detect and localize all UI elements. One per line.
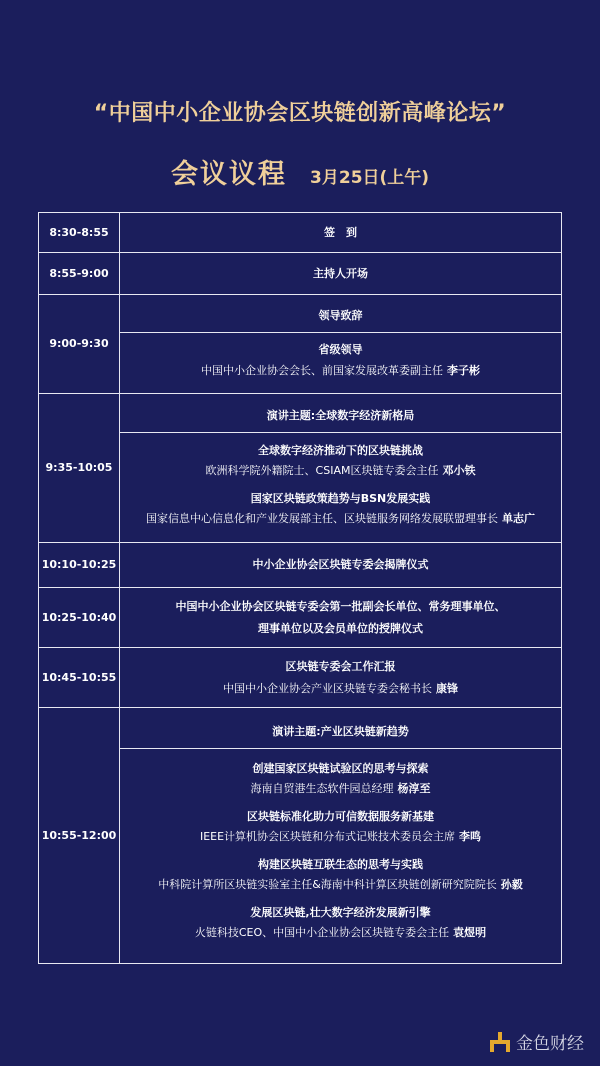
speaker-line bbox=[124, 925, 557, 941]
agenda-content bbox=[120, 253, 562, 295]
agenda-time: 10:45-10:55 bbox=[39, 648, 120, 708]
agenda-content bbox=[120, 394, 562, 543]
agenda-content bbox=[120, 708, 562, 964]
speaker-line bbox=[124, 781, 557, 797]
agenda-content bbox=[120, 648, 562, 708]
talk-title: 区块链标准化助力可信数据服务新基建 bbox=[247, 810, 434, 823]
speaker-line bbox=[124, 463, 557, 479]
speaker-line bbox=[124, 877, 557, 893]
agenda-time: 10:55-12:00 bbox=[39, 708, 120, 964]
session-title: 主持人开场 bbox=[313, 266, 368, 280]
jinse-logo bbox=[490, 1029, 584, 1054]
agenda-table bbox=[38, 212, 562, 964]
agenda-row bbox=[39, 543, 562, 588]
agenda-row bbox=[39, 295, 562, 394]
agenda-row bbox=[39, 394, 562, 543]
speaker-line bbox=[124, 829, 557, 845]
speaker-role: 火链科技CEO、中国中小企业协会区块链专委会主任 bbox=[194, 926, 450, 939]
session-title: 中小企业协会区块链专委会揭牌仪式 bbox=[252, 558, 429, 571]
agenda-content bbox=[120, 588, 562, 648]
speaker-name: 袁煜明 bbox=[453, 926, 487, 939]
logo-text: 金色财经 bbox=[516, 1034, 584, 1054]
forum-title: “中国中小企业协会区块链创新高峰论坛” bbox=[93, 101, 507, 126]
talk-title: 全球数字经济推动下的区块链挑战 bbox=[258, 443, 423, 457]
agenda-content bbox=[120, 213, 562, 253]
session-title: 签 到 bbox=[324, 225, 357, 239]
agenda-row bbox=[39, 213, 562, 253]
talk-title: 发展区块链,壮大数字经济发展新引擎 bbox=[250, 906, 431, 919]
talk bbox=[120, 439, 561, 483]
agenda-row bbox=[39, 648, 562, 708]
talk bbox=[120, 757, 561, 801]
speaker-role: 中科院计算所区块链实验室主任&海南中科计算区块链创新研究院院长 bbox=[158, 878, 497, 891]
agenda-time: 8:55-9:00 bbox=[39, 253, 120, 295]
speaker-line bbox=[125, 681, 556, 697]
speaker-role: IEEE计算机协会区块链和分布式记账技术委员会主席 bbox=[199, 830, 456, 843]
jinse-logo-icon bbox=[490, 1032, 510, 1052]
speaker-name: 杨淳至 bbox=[397, 782, 431, 795]
agenda-content bbox=[120, 543, 562, 588]
talk bbox=[120, 805, 561, 849]
agenda-row bbox=[39, 588, 562, 648]
speaker-line bbox=[124, 363, 557, 379]
session-title: 省级领导 bbox=[318, 343, 363, 356]
speaker-role: 国家信息中心信息化和产业发展部主任、区块链服务网络发展联盟理事长 bbox=[146, 511, 498, 525]
subtitle-row bbox=[0, 152, 600, 191]
agenda-date: 3月25日(上午) bbox=[310, 168, 430, 188]
agenda-time: 9:35-10:05 bbox=[39, 394, 120, 543]
agenda-time: 10:10-10:25 bbox=[39, 543, 120, 588]
talk-title: 构建区块链互联生态的思考与实践 bbox=[258, 858, 423, 871]
agenda-row bbox=[39, 253, 562, 295]
speaker-name: 李子彬 bbox=[447, 364, 480, 377]
speaker-role: 中国中小企业协会会长、前国家发展改革委副主任 bbox=[201, 364, 443, 377]
talk-title: 国家区块链政策趋势与BSN发展实践 bbox=[250, 491, 431, 505]
speaker-name: 孙毅 bbox=[500, 878, 523, 891]
session-title: 演讲主题:全球数字经济新格局 bbox=[266, 408, 415, 422]
speaker-name: 康锋 bbox=[436, 681, 458, 695]
agenda-time: 9:00-9:30 bbox=[39, 295, 120, 394]
speaker-name: 单志广 bbox=[502, 511, 535, 525]
talk bbox=[120, 853, 561, 897]
session-title: 区块链专委会工作汇报 bbox=[285, 659, 396, 673]
agenda-heading: 会议议程 bbox=[170, 159, 287, 190]
session-title: 领导致辞 bbox=[318, 309, 363, 322]
agenda-time: 8:30-8:55 bbox=[39, 213, 120, 253]
speaker-name: 邓小铁 bbox=[442, 463, 476, 477]
session-title-line2: 理事单位以及会员单位的授牌仪式 bbox=[258, 621, 423, 635]
speaker-line bbox=[124, 511, 557, 527]
agenda-time: 10:25-10:40 bbox=[39, 588, 120, 648]
session-title: 中国中小企业协会区块链专委会第一批副会长单位、常务理事单位、 bbox=[175, 599, 506, 613]
speaker-name: 李鸣 bbox=[459, 830, 482, 843]
speaker-role: 海南自贸港生态软件园总经理 bbox=[250, 782, 394, 795]
agenda-row bbox=[39, 708, 562, 964]
talk bbox=[120, 487, 561, 531]
talk-title: 创建国家区块链试验区的思考与探索 bbox=[252, 762, 429, 775]
speaker-role: 欧洲科学院外籍院士、CSIAM区块链专委会主任 bbox=[205, 463, 439, 477]
speaker-role: 中国中小企业协会产业区块链专委会秘书长 bbox=[223, 681, 432, 695]
agenda-content bbox=[120, 295, 562, 394]
session-title: 演讲主题:产业区块链新趋势 bbox=[272, 725, 409, 738]
talk bbox=[120, 901, 561, 945]
